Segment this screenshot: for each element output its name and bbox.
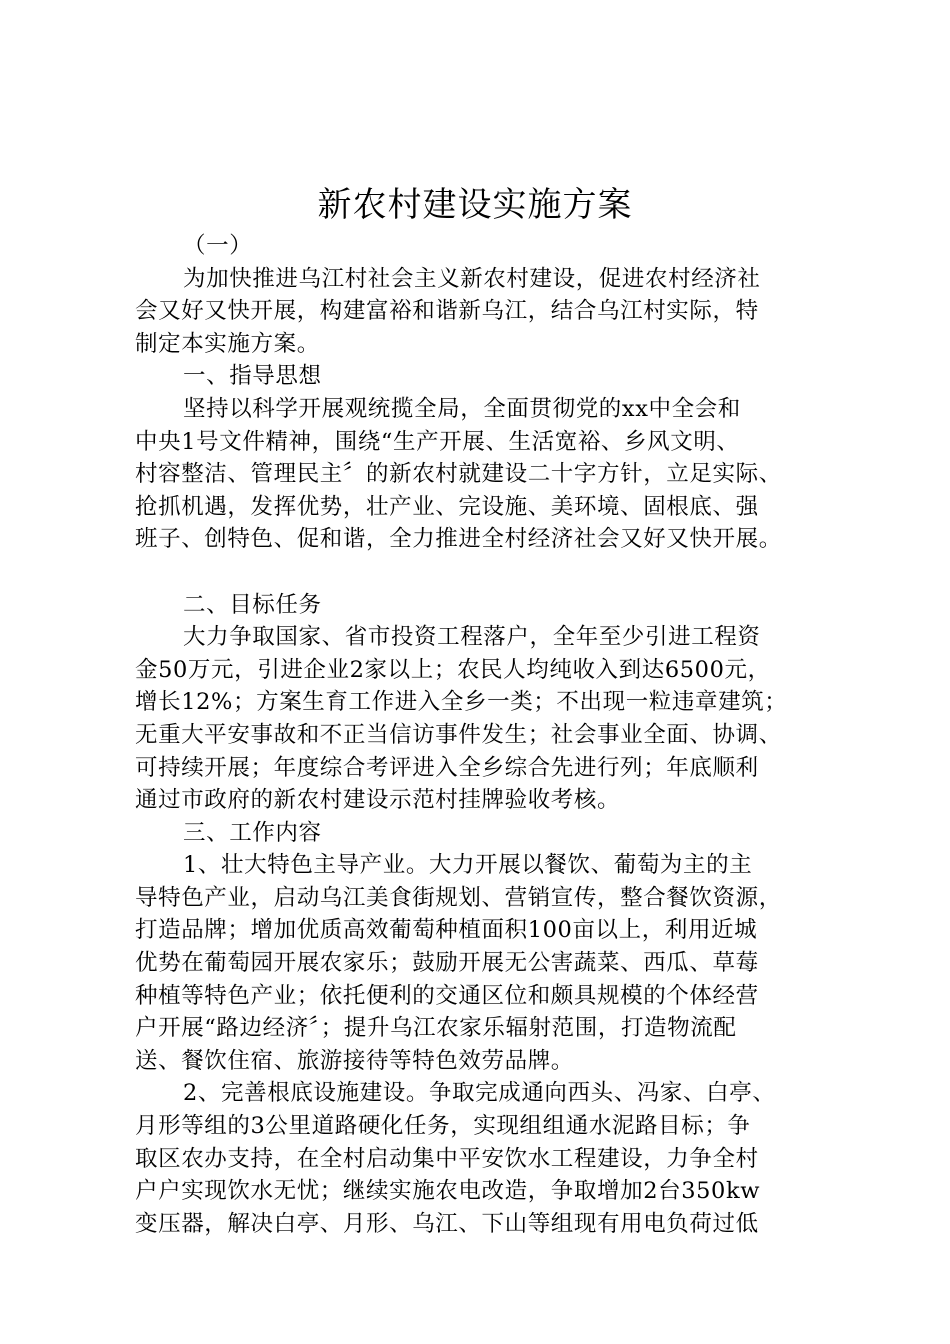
blank-line — [135, 556, 845, 589]
paragraph-line: 户开展“路边经济〞；提升乌江农家乐辐射范围，打造物流配 — [135, 1015, 737, 1042]
paragraph-line: 会又好又快开展，构建富裕和谐新乌江，结合乌江村实际，特 — [135, 298, 759, 325]
paragraph-line: 种植等特色产业；依托便利的交通区位和颇具规模的个体经营 — [135, 982, 759, 1009]
paragraph-line: 取区农办支持，在全村启动集中平安饮水工程建设，力争全村 — [135, 1145, 759, 1172]
paragraph-line: 中央1号文件精神，围绕“生产开展、生活宽裕、乡风文明、 — [135, 428, 740, 455]
paragraph-line: 村容整洁、管理民主〞的新农村就建设二十字方针，立足实际、 — [135, 461, 782, 488]
paragraph-line: 2、完善根底设施建设。争取完成通向西头、冯家、白亭、 — [183, 1080, 776, 1107]
paragraph-line: 送、餐饮住宿、旅游接待等特色效劳品牌。 — [135, 1047, 574, 1074]
paragraph-line: 增长12%；方案生育工作进入全乡一类；不出现一粒违章建筑； — [135, 689, 788, 716]
paragraph-line: 为加快推进乌江村社会主义新农村建设，促进农村经济社 — [183, 265, 761, 292]
paragraph-line: 班子、创特色、促和谐，全力推进全村经济社会又好又快开展。 — [135, 526, 782, 553]
section-marker: （一） — [183, 233, 253, 259]
paragraph-line: 优势在葡萄园开展农家乐；鼓励开展无公害蔬菜、西瓜、草莓 — [135, 950, 759, 977]
paragraph-line: 无重大平安事故和不正当信访事件发生；社会事业全面、协调、 — [135, 721, 782, 748]
paragraph-line: 1、壮大特色主导产业。大力开展以餐饮、葡萄为主的主 — [183, 852, 753, 879]
document-title: 新农村建设实施方案 — [317, 185, 633, 225]
paragraph-line: 大力争取国家、省市投资工程落户，全年至少引进工程资 — [183, 624, 761, 651]
section-heading: 三、工作内容 — [183, 819, 322, 846]
paragraph-line: 通过市政府的新农村建设示范村挂牌验收考核。 — [135, 787, 621, 814]
document-body — [135, 230, 845, 1240]
paragraph-line: 户户实现饮水无忧；继续实施农电改造，争取增加2台350kw — [135, 1178, 761, 1205]
paragraph-line: 月形等组的3公里道路硬化任务，实现组组通水泥路目标；争 — [135, 1113, 751, 1140]
paragraph-line: 变压器，解决白亭、月形、乌江、下山等组现有用电负荷过低 — [135, 1210, 759, 1237]
paragraph-line: 可持续开展；年度综合考评进入全乡综合先进行列；年底顺利 — [135, 754, 759, 781]
paragraph-line: 导特色产业，启动乌江美食街规划、营销宣传，整合餐饮资源， — [135, 884, 782, 911]
section-heading: 二、目标任务 — [183, 591, 322, 618]
paragraph-line: 抢抓机遇，发挥优势，壮产业、完设施、美环境、固根底、强 — [135, 493, 759, 520]
paragraph-line: 坚持以科学开展观统揽全局，全面贯彻党的xx中全会和 — [183, 395, 741, 422]
section-heading: 一、指导思想 — [183, 363, 322, 390]
paragraph-line: 打造品牌；增加优质高效葡萄种植面积100亩以上，利用近城 — [135, 917, 758, 944]
paragraph-line: 制定本实施方案。 — [135, 330, 320, 357]
paragraph-line: 金50万元，引进企业2家以上；农民人均纯收入到达6500元， — [135, 656, 771, 683]
